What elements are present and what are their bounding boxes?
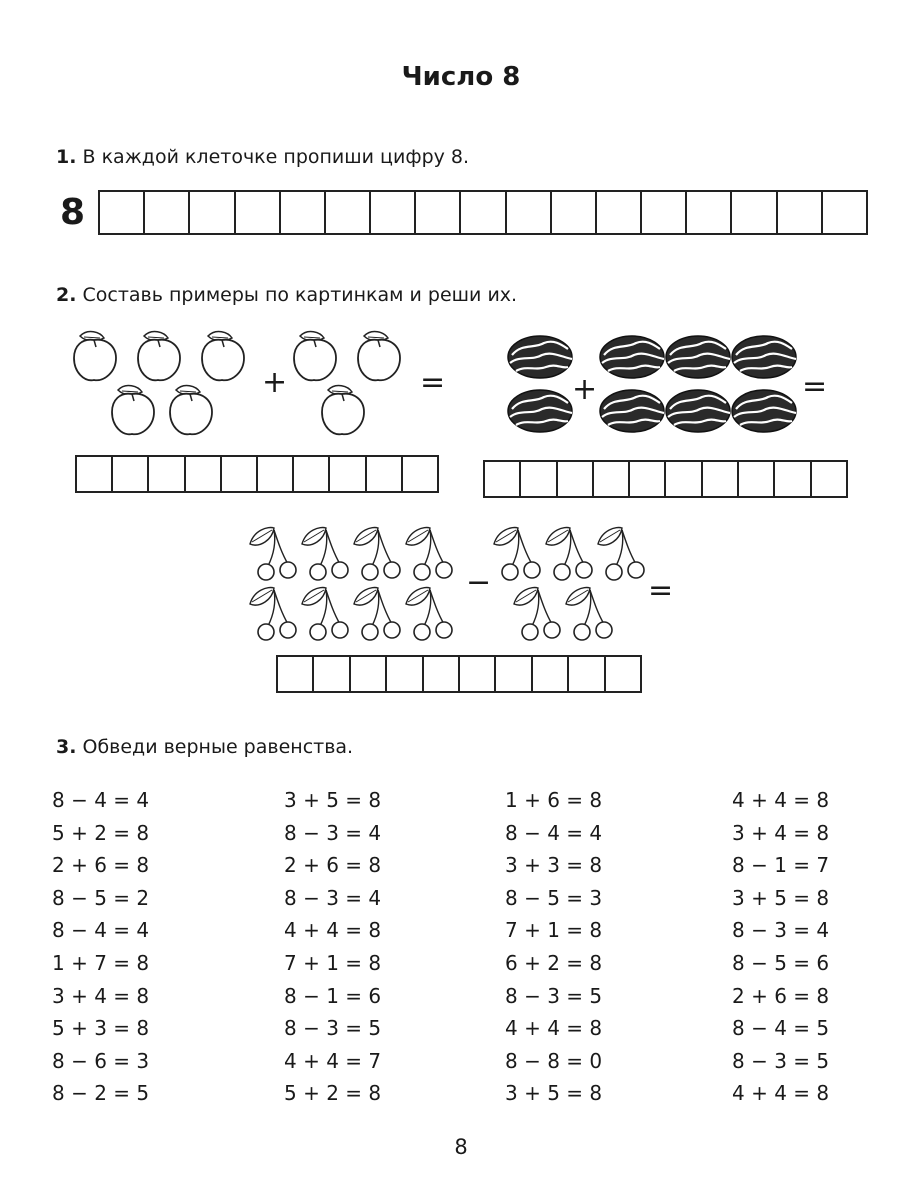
equality-item[interactable]: 4 + 4 = 8: [505, 1016, 603, 1041]
answer-cell[interactable]: [739, 462, 775, 496]
answer-cell[interactable]: [496, 657, 532, 691]
equality-item[interactable]: 3 + 5 = 8: [284, 788, 382, 812]
equality-item[interactable]: 2 + 6 = 8: [732, 983, 830, 1008]
equality-item[interactable]: 4 + 4 = 8: [732, 788, 830, 812]
writing-cell[interactable]: [597, 192, 642, 233]
cherry-icon: [598, 528, 644, 580]
task-3-text: Обведи верные равенства.: [82, 736, 354, 758]
writing-cell[interactable]: [732, 192, 777, 233]
answer-cell[interactable]: [113, 457, 149, 491]
equals-sign-3: =: [648, 573, 674, 608]
watermelon-icon: [508, 336, 572, 378]
equalities-column-1: [52, 784, 149, 1110]
apple-icon: [322, 386, 364, 435]
writing-cell[interactable]: [823, 192, 866, 233]
equality-item[interactable]: 8 − 3 = 5: [732, 1048, 830, 1073]
answer-cell[interactable]: [521, 462, 557, 496]
answer-cell[interactable]: [424, 657, 460, 691]
answer-cell[interactable]: [77, 457, 113, 491]
apple-icon: [170, 386, 212, 435]
equality-item[interactable]: 8 − 4 = 4: [52, 788, 150, 812]
writing-cell[interactable]: [687, 192, 732, 233]
equality-item[interactable]: 5 + 2 = 8: [284, 1081, 382, 1106]
writing-cell[interactable]: [145, 192, 190, 233]
answer-cells-apples[interactable]: [75, 455, 439, 493]
equality-item[interactable]: 4 + 4 = 8: [284, 918, 382, 943]
equality-item[interactable]: 8 − 3 = 4: [284, 820, 382, 845]
writing-cell[interactable]: [461, 192, 506, 233]
equality-item[interactable]: 8 − 4 = 4: [505, 820, 603, 845]
writing-cell[interactable]: [552, 192, 597, 233]
equality-item[interactable]: 2 + 6 = 8: [52, 853, 150, 878]
answer-cell[interactable]: [485, 462, 521, 496]
apple-icon: [202, 332, 244, 381]
cherry-icon: [514, 588, 560, 640]
equality-item[interactable]: 8 − 3 = 4: [284, 885, 382, 910]
task-2-text: Составь примеры по картинкам и реши их.: [82, 284, 518, 306]
writing-cells-task-1[interactable]: [98, 190, 868, 235]
writing-cell[interactable]: [100, 192, 145, 233]
answer-cell[interactable]: [222, 457, 258, 491]
answer-cell[interactable]: [703, 462, 739, 496]
answer-cell[interactable]: [594, 462, 630, 496]
equality-item[interactable]: 8 − 8 = 0: [505, 1048, 603, 1073]
answer-cell[interactable]: [533, 657, 569, 691]
equality-item[interactable]: 8 − 6 = 3: [52, 1048, 150, 1073]
equalities-column-3: [505, 784, 602, 1110]
answer-cell[interactable]: [149, 457, 185, 491]
answer-cell[interactable]: [606, 657, 640, 691]
watermelon-icon: [732, 390, 796, 432]
equality-item[interactable]: 8 − 3 = 5: [505, 983, 603, 1008]
watermelons-right-group: [596, 333, 802, 443]
answer-cell[interactable]: [330, 457, 366, 491]
equality-item[interactable]: 8 − 3 = 5: [284, 1016, 382, 1041]
equality-item[interactable]: 1 + 6 = 8: [505, 788, 603, 812]
watermelon-icon: [508, 390, 572, 432]
answer-cell[interactable]: [403, 457, 437, 491]
answer-cell[interactable]: [775, 462, 811, 496]
apples-left-svg: [68, 328, 268, 443]
task-2-number: 2.: [56, 284, 77, 306]
apple-icon: [74, 332, 116, 381]
equality-item[interactable]: 6 + 2 = 8: [505, 950, 603, 975]
equality-item[interactable]: 3 + 3 = 8: [505, 853, 603, 878]
watermelon-icon: [666, 390, 730, 432]
equality-item[interactable]: 2 + 6 = 8: [284, 853, 382, 878]
watermelons-left-svg: [500, 333, 580, 443]
equality-item[interactable]: 8 − 5 = 2: [52, 885, 150, 910]
task-3-heading: [56, 736, 353, 758]
task-3-number: 3.: [56, 736, 77, 758]
cherry-icon: [354, 528, 400, 580]
equality-item[interactable]: 8 − 1 = 6: [284, 983, 382, 1008]
equality-item[interactable]: 5 + 2 = 8: [52, 820, 150, 845]
equality-item[interactable]: 3 + 4 = 8: [52, 983, 150, 1008]
answer-cell[interactable]: [558, 462, 594, 496]
equality-item[interactable]: 7 + 1 = 8: [284, 950, 382, 975]
answer-cells-watermelons[interactable]: [483, 460, 848, 498]
equals-sign-2: =: [802, 369, 828, 404]
equality-item[interactable]: 3 + 5 = 8: [505, 1081, 603, 1106]
answer-cell[interactable]: [387, 657, 423, 691]
task-1-text: В каждой клеточке пропиши цифру 8.: [82, 146, 470, 168]
plus-sign-2: +: [572, 372, 598, 407]
minus-sign: −: [466, 565, 492, 600]
cherry-icon: [302, 588, 348, 640]
writing-cell[interactable]: [642, 192, 687, 233]
apples-right-group: [288, 328, 418, 443]
answer-cell[interactable]: [666, 462, 702, 496]
apples-right-svg: [288, 328, 418, 443]
equality-item[interactable]: 8 − 1 = 7: [732, 853, 830, 878]
answer-cell[interactable]: [278, 657, 314, 691]
task-2-heading: [56, 284, 517, 306]
equals-sign-1: =: [420, 365, 446, 400]
answer-cell[interactable]: [314, 657, 350, 691]
cherry-icon: [494, 528, 540, 580]
cherries-right-svg: [488, 522, 648, 646]
writing-cell[interactable]: [371, 192, 416, 233]
cherries-left-svg: [244, 522, 464, 646]
cherry-icon: [406, 528, 452, 580]
watermelon-icon: [600, 390, 664, 432]
writing-cell[interactable]: [190, 192, 235, 233]
answer-cell[interactable]: [186, 457, 222, 491]
writing-cell[interactable]: [778, 192, 823, 233]
cherry-icon: [250, 528, 296, 580]
equality-item[interactable]: 8 − 5 = 6: [732, 950, 830, 975]
equality-item[interactable]: 8 − 3 = 4: [732, 918, 830, 943]
watermelon-icon: [666, 336, 730, 378]
apple-icon: [138, 332, 180, 381]
equality-item[interactable]: 3 + 4 = 8: [732, 820, 830, 845]
watermelons-left-group: [500, 333, 580, 443]
answer-cell[interactable]: [812, 462, 846, 496]
apple-icon: [294, 332, 336, 381]
watermelons-right-svg: [596, 333, 802, 443]
equality-item[interactable]: 8 − 5 = 3: [505, 885, 603, 910]
apples-left-group: [68, 328, 268, 443]
writing-cell[interactable]: [236, 192, 281, 233]
equality-item[interactable]: 3 + 5 = 8: [732, 885, 830, 910]
apple-icon: [112, 386, 154, 435]
answer-cell[interactable]: [460, 657, 496, 691]
answer-cell[interactable]: [569, 657, 605, 691]
writing-cell[interactable]: [326, 192, 371, 233]
watermelon-icon: [600, 336, 664, 378]
cherry-icon: [546, 528, 592, 580]
cherry-icon: [566, 588, 612, 640]
sample-digit: 8: [60, 192, 86, 233]
answer-cell[interactable]: [351, 657, 387, 691]
equality-item[interactable]: 8 − 4 = 5: [732, 1016, 830, 1041]
equalities-column-2: [284, 784, 381, 1110]
equality-item[interactable]: 5 + 3 = 8: [52, 1016, 150, 1041]
writing-cell[interactable]: [507, 192, 552, 233]
task-1-number: 1.: [56, 146, 77, 168]
page-number: 8: [454, 1135, 468, 1159]
cherry-icon: [302, 528, 348, 580]
page-title: Число 8: [401, 62, 521, 92]
watermelon-icon: [732, 336, 796, 378]
equality-item[interactable]: 8 − 2 = 5: [52, 1081, 150, 1106]
cherry-icon: [250, 588, 296, 640]
equality-item[interactable]: 4 + 4 = 7: [284, 1048, 382, 1073]
writing-cell[interactable]: [281, 192, 326, 233]
equalities-column-4: [732, 784, 829, 1110]
cherry-icon: [354, 588, 400, 640]
apple-icon: [358, 332, 400, 381]
answer-cell[interactable]: [294, 457, 330, 491]
plus-sign-1: +: [262, 365, 288, 400]
task-1-heading: [56, 146, 469, 168]
cherry-icon: [406, 588, 452, 640]
equality-item[interactable]: 4 + 4 = 8: [732, 1081, 830, 1106]
equality-item[interactable]: 8 − 4 = 4: [52, 918, 150, 943]
answer-cell[interactable]: [367, 457, 403, 491]
answer-cell[interactable]: [630, 462, 666, 496]
answer-cell[interactable]: [258, 457, 294, 491]
writing-cell[interactable]: [416, 192, 461, 233]
cherries-right-group: [488, 522, 648, 646]
answer-cells-cherries[interactable]: [276, 655, 642, 693]
cherries-left-group: [244, 522, 464, 646]
equality-item[interactable]: 1 + 7 = 8: [52, 950, 150, 975]
equality-item[interactable]: 7 + 1 = 8: [505, 918, 603, 943]
